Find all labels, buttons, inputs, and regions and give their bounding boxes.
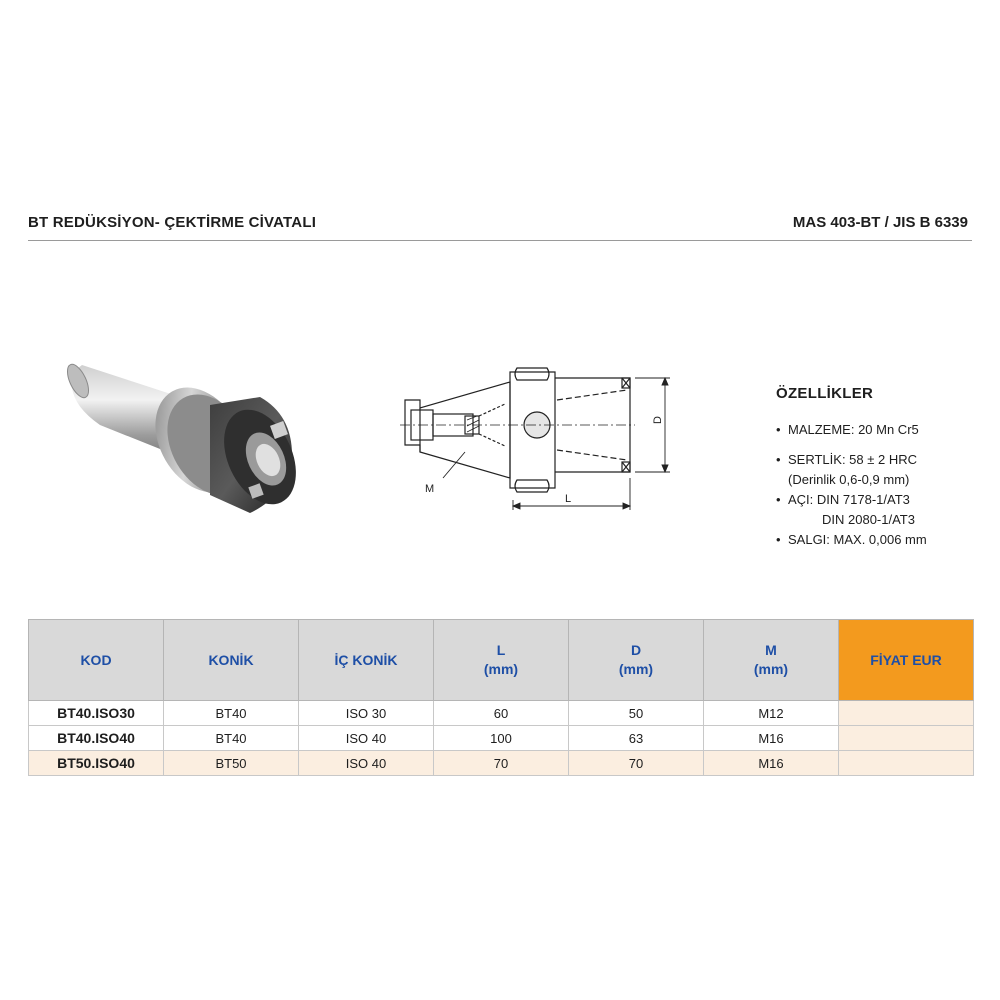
cell-ic-konik: ISO 30 <box>299 701 434 726</box>
cell-ic-konik: ISO 40 <box>299 751 434 776</box>
cell-kod: BT50.ISO40 <box>29 751 164 776</box>
header-d <box>569 620 704 701</box>
header-divider <box>28 240 972 241</box>
cell-price <box>839 701 974 726</box>
header-d-unit: (mm) <box>618 661 654 677</box>
header-ic-konik: İÇ KONİK <box>299 620 434 701</box>
feature-angle: • AÇI: DIN 7178-1/AT3 <box>776 490 976 510</box>
technical-drawing <box>395 360 685 520</box>
table-header-row <box>29 620 974 701</box>
cell-konik: BT50 <box>164 751 299 776</box>
header-m <box>704 620 839 701</box>
cell-price <box>839 751 974 776</box>
features-heading: ÖZELLİKLER <box>776 385 874 402</box>
header-m-unit: (mm) <box>753 661 789 677</box>
cell-konik: BT40 <box>164 726 299 751</box>
feature-hardness-depth: (Derinlik 0,6-0,9 mm) <box>788 472 910 487</box>
cell-price <box>839 726 974 751</box>
cell-kod: BT40.ISO30 <box>29 701 164 726</box>
header-m-label: M <box>765 642 777 658</box>
drawing-label-l: L <box>565 493 572 505</box>
header-l-label: L <box>496 642 506 658</box>
header-konik: KONİK <box>164 620 299 701</box>
cell-konik: BT40 <box>164 701 299 726</box>
cell-l: 100 <box>434 726 569 751</box>
header-l-unit: (mm) <box>483 661 519 677</box>
cell-m: M16 <box>704 751 839 776</box>
feature-runout: • SALGI: MAX. 0,006 mm <box>776 530 976 550</box>
page-title: BT REDÜKSİYON- ÇEKTİRME CİVATALI <box>28 214 317 231</box>
table-row <box>29 751 974 776</box>
spec-table <box>28 619 974 776</box>
header-l <box>434 620 569 701</box>
header-kod: KOD <box>29 620 164 701</box>
cell-l: 70 <box>434 751 569 776</box>
drawing-label-m: M <box>425 483 435 495</box>
features-panel <box>776 384 976 550</box>
cell-kod: BT40.ISO40 <box>29 726 164 751</box>
cell-l: 60 <box>434 701 569 726</box>
table-row <box>29 726 974 751</box>
feature-hardness: • SERTLİK: 58 ± 2 HRC <box>776 450 976 470</box>
header-price: FİYAT EUR <box>839 620 974 701</box>
cell-d: 50 <box>569 701 704 726</box>
table-row <box>29 701 974 726</box>
cell-d: 63 <box>569 726 704 751</box>
product-photo <box>60 345 300 525</box>
cell-d: 70 <box>569 751 704 776</box>
cell-m: M16 <box>704 726 839 751</box>
drawing-label-d: D <box>652 416 664 424</box>
feature-angle-2: DIN 2080-1/AT3 <box>822 512 915 527</box>
header-d-label: D <box>630 642 642 658</box>
cell-m: M12 <box>704 701 839 726</box>
cell-ic-konik: ISO 40 <box>299 726 434 751</box>
standard-label: MAS 403-BT / JIS B 6339 <box>792 214 968 231</box>
feature-material: • MALZEME: 20 Mn Cr5 <box>776 420 976 440</box>
